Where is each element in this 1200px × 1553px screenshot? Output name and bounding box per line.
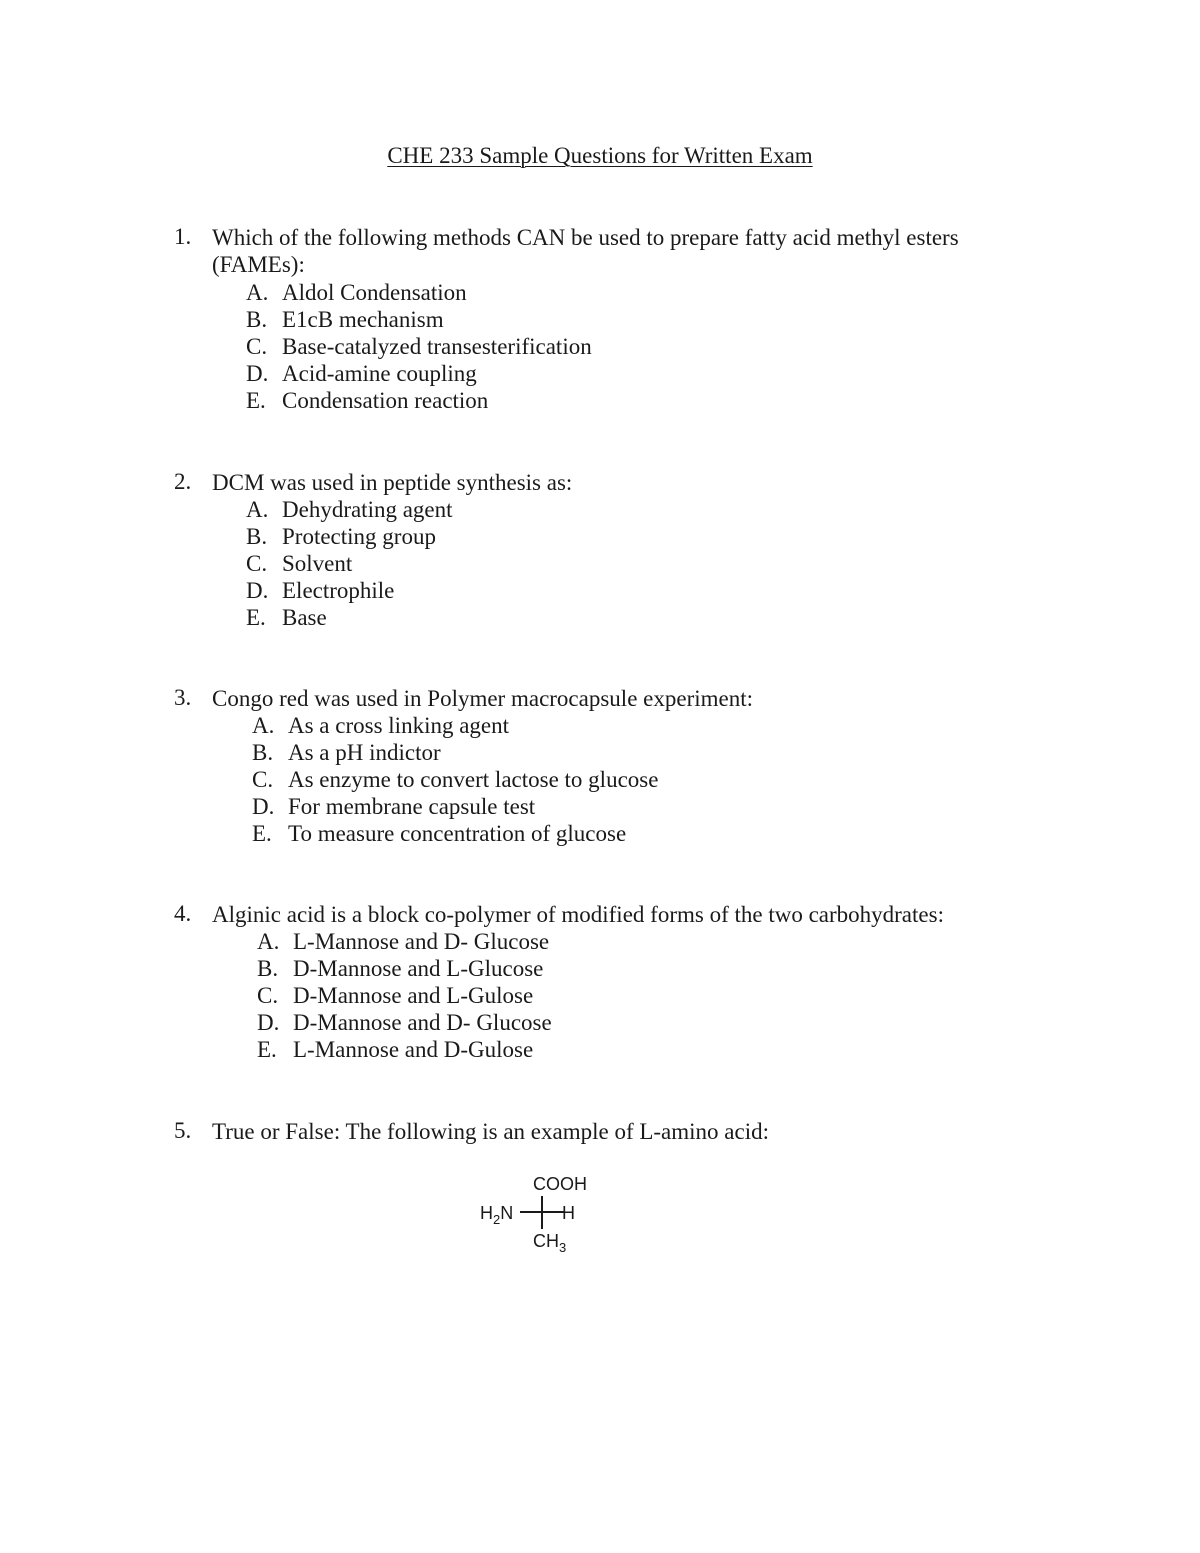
- option-2b: [246, 523, 436, 550]
- option-1e: [246, 387, 488, 414]
- option-2c: [246, 550, 352, 577]
- option-letter: B.: [252, 740, 274, 765]
- option-4b: [257, 955, 543, 982]
- option-letter: C.: [246, 551, 268, 576]
- option-1b: [246, 306, 444, 333]
- option-letter: D.: [246, 578, 269, 603]
- option-text: E1cB mechanism: [282, 307, 444, 332]
- option-letter: B.: [246, 307, 268, 332]
- question-number: 5.: [174, 1118, 192, 1143]
- option-letter: B.: [246, 524, 268, 549]
- option-letter: C.: [246, 334, 268, 359]
- question-number: 3.: [174, 685, 192, 710]
- option-text: Condensation reaction: [282, 388, 489, 413]
- amine-label: [480, 1203, 513, 1227]
- option-letter: A.: [246, 497, 269, 522]
- option-3e: [252, 820, 626, 847]
- option-letter: D.: [252, 794, 275, 819]
- option-text: As a cross linking agent: [288, 713, 510, 738]
- methyl-subscript: 3: [559, 1240, 567, 1255]
- question-number: 4.: [174, 901, 192, 926]
- option-letter: E.: [252, 821, 272, 846]
- option-4c: [257, 982, 533, 1009]
- option-letter: E.: [246, 388, 266, 413]
- option-text: Base-catalyzed transesterification: [282, 334, 592, 359]
- methyl-label: [533, 1231, 566, 1255]
- option-letter: A.: [257, 929, 280, 954]
- hydrogen-label: H: [562, 1203, 575, 1223]
- option-3b: [252, 739, 441, 766]
- option-text: As enzyme to convert lactose to glucose: [288, 767, 659, 792]
- option-text: Acid-amine coupling: [282, 361, 477, 386]
- option-2d: [246, 577, 394, 604]
- option-4e: [257, 1036, 533, 1063]
- document-title: CHE 233 Sample Questions for Written Exam: [387, 143, 813, 168]
- option-text: Solvent: [282, 551, 353, 576]
- question-text: Congo red was used in Polymer macrocapsule experiment:: [212, 686, 753, 711]
- amine-n: N: [500, 1203, 514, 1223]
- option-letter: E.: [257, 1037, 277, 1062]
- option-3a: [252, 712, 509, 739]
- option-1c: [246, 333, 592, 360]
- option-text: Electrophile: [282, 578, 395, 603]
- option-text: Dehydrating agent: [282, 497, 453, 522]
- option-letter: C.: [257, 983, 279, 1008]
- question-text: Which of the following methods CAN be used to prepare fatty acid methyl esters (FAMEs):: [212, 225, 959, 277]
- question-number: 2.: [174, 469, 192, 494]
- fischer-projection: [470, 1165, 650, 1265]
- option-3c: [252, 766, 658, 793]
- option-text: For membrane capsule test: [288, 794, 536, 819]
- question-text: Alginic acid is a block co-polymer of modified forms of the two carbohydrates:: [212, 902, 944, 927]
- option-letter: A.: [252, 713, 275, 738]
- option-text: D-Mannose and D- Glucose: [293, 1010, 552, 1035]
- option-letter: B.: [257, 956, 279, 981]
- option-text: As a pH indictor: [288, 740, 441, 765]
- question-text: True or False: The following is an example of L-amino acid:: [212, 1119, 769, 1144]
- question-text: DCM was used in peptide synthesis as:: [212, 470, 573, 495]
- option-2a: [246, 496, 453, 523]
- option-1d: [246, 360, 477, 387]
- amine-h: H: [480, 1203, 493, 1223]
- option-letter: D.: [257, 1010, 280, 1035]
- option-2e: [246, 604, 327, 631]
- methyl-ch: CH: [533, 1231, 559, 1251]
- option-text: D-Mannose and L-Gulose: [293, 983, 534, 1008]
- option-letter: E.: [246, 605, 266, 630]
- option-text: L-Mannose and D-Gulose: [293, 1037, 534, 1062]
- option-text: Aldol Condensation: [282, 280, 467, 305]
- option-letter: A.: [246, 280, 269, 305]
- option-text: Base: [282, 605, 327, 630]
- option-4d: [257, 1009, 552, 1036]
- question-number: 1.: [174, 224, 192, 249]
- option-4a: [257, 928, 549, 955]
- option-1a: [246, 279, 467, 306]
- option-text: L-Mannose and D- Glucose: [293, 929, 550, 954]
- option-text: To measure concentration of glucose: [288, 821, 627, 846]
- option-3d: [252, 793, 535, 820]
- amine-subscript: 2: [493, 1212, 501, 1227]
- option-text: D-Mannose and L-Glucose: [293, 956, 544, 981]
- cooh-label: COOH: [533, 1174, 587, 1194]
- option-text: Protecting group: [282, 524, 436, 549]
- option-letter: D.: [246, 361, 269, 386]
- option-letter: C.: [252, 767, 274, 792]
